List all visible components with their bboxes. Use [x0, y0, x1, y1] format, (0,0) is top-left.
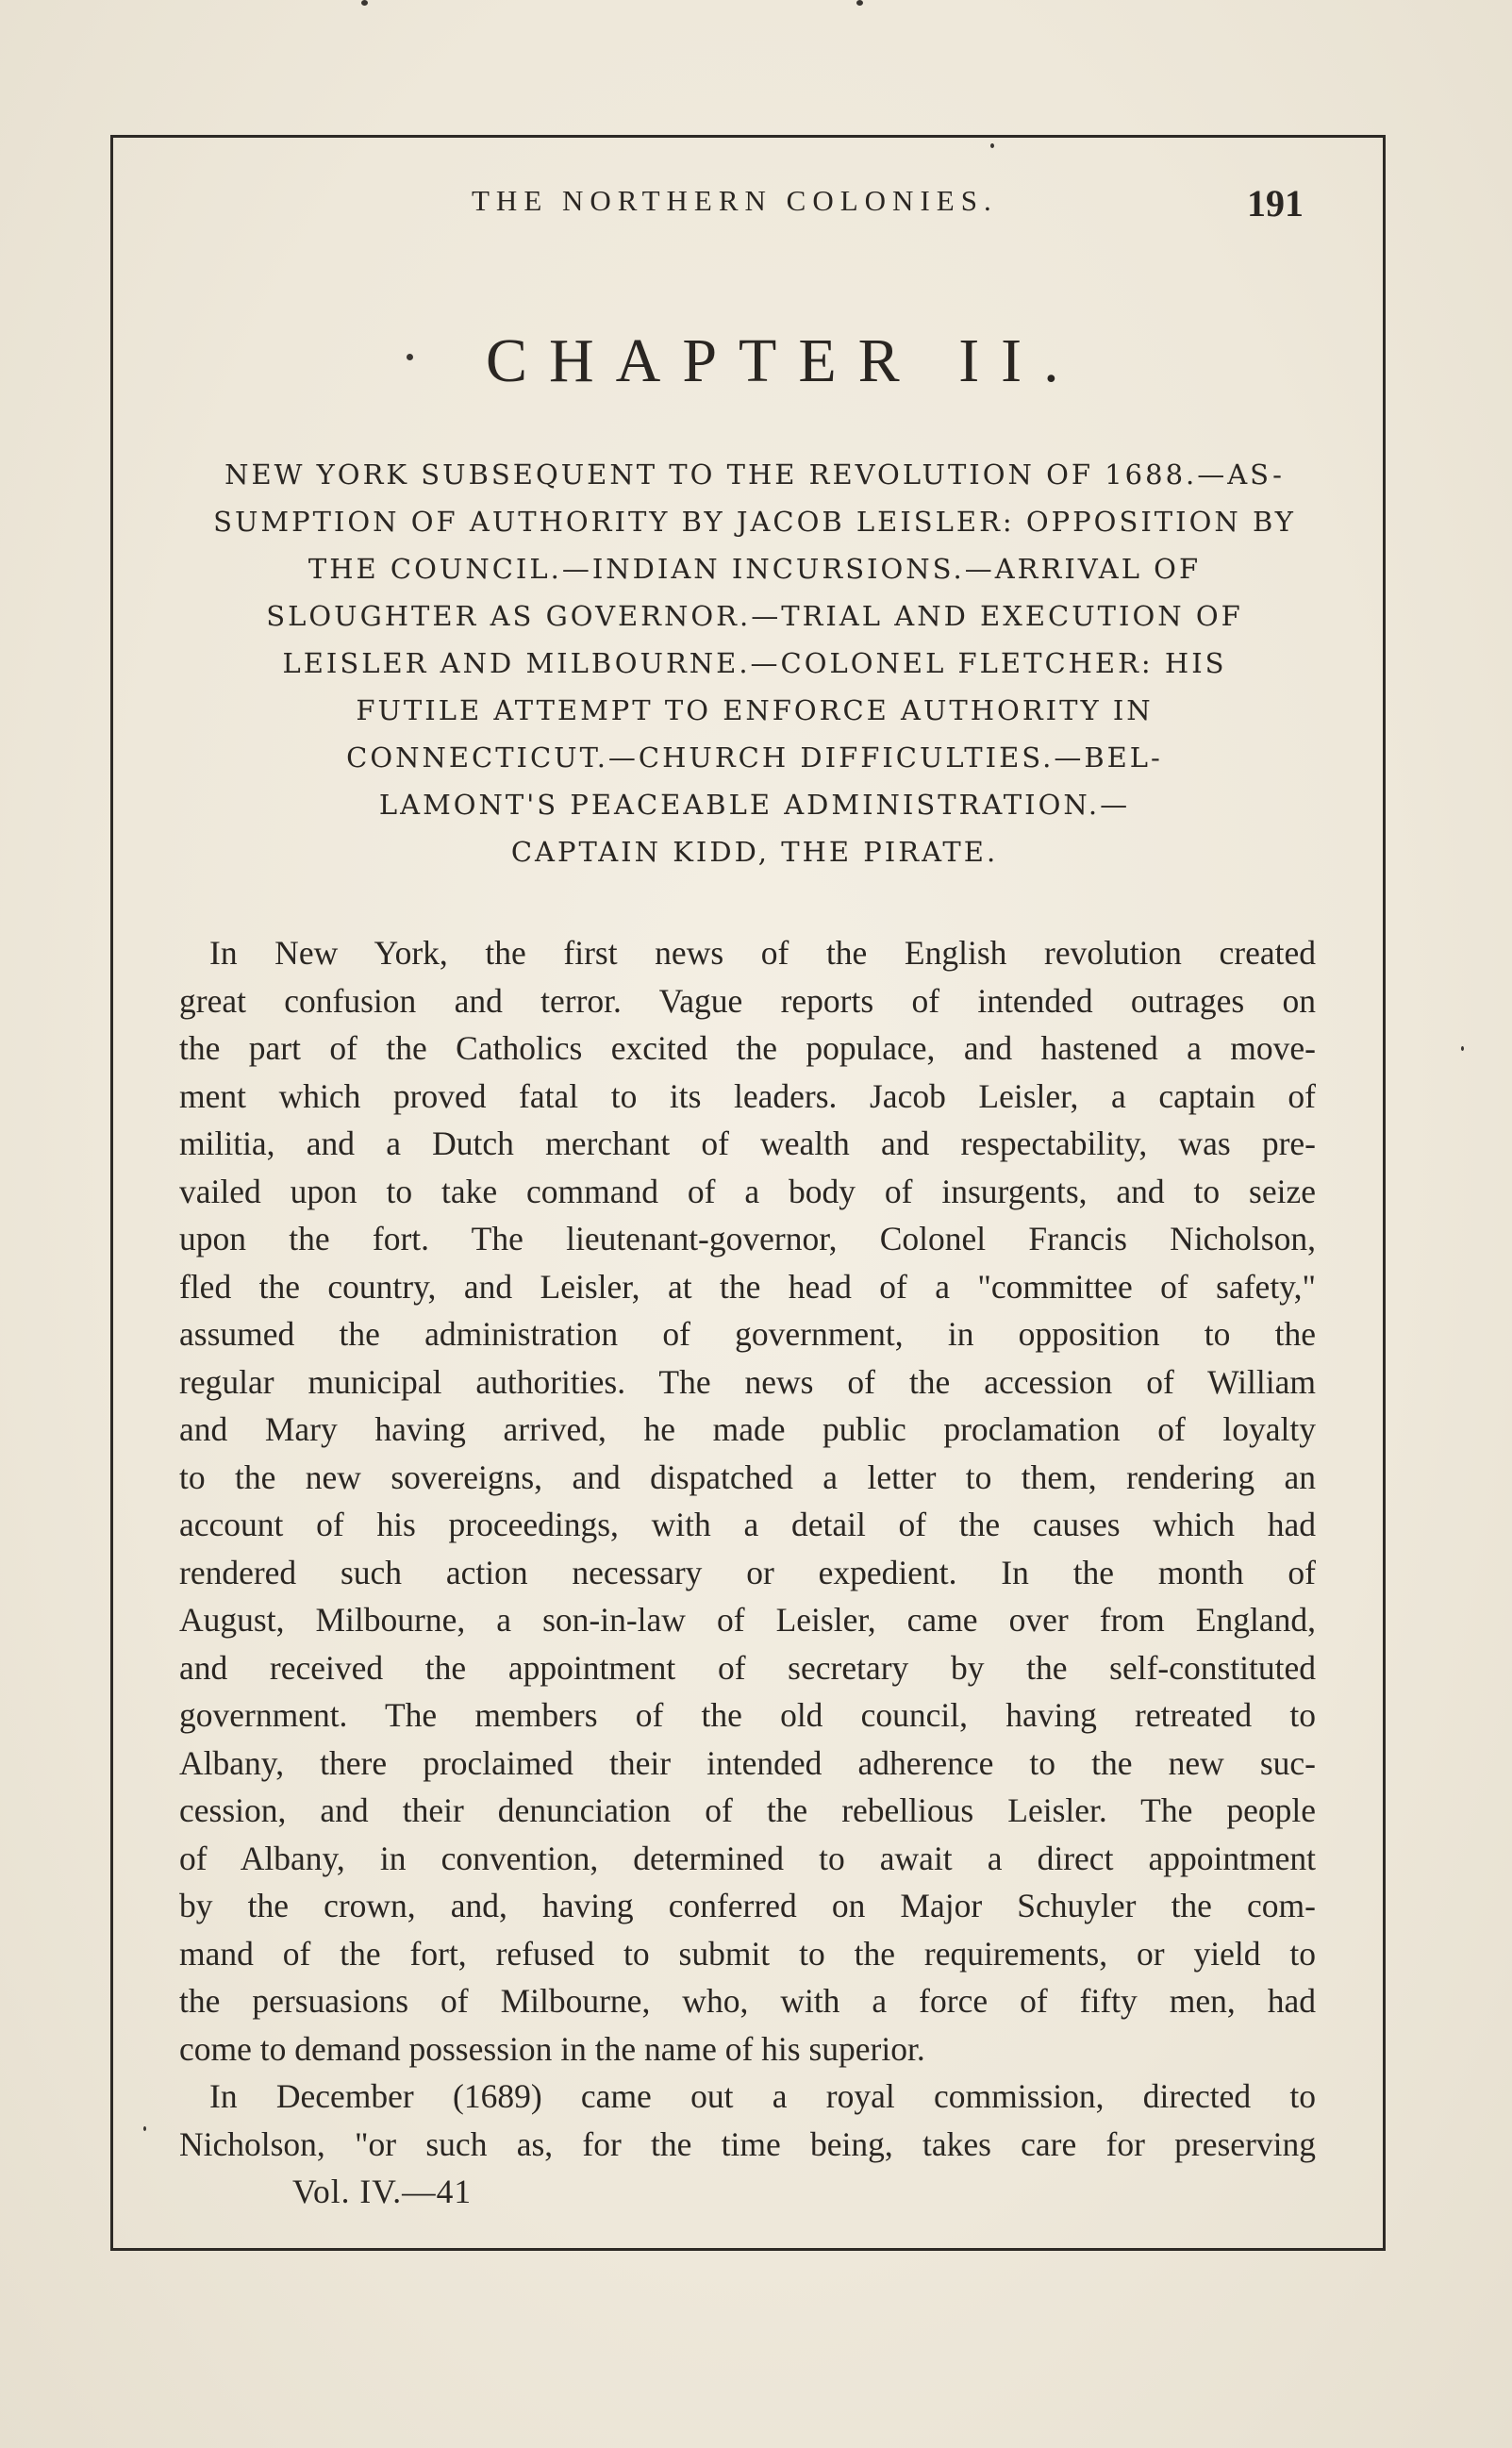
- summary-line: SUMPTION OF AUTHORITY BY JACOB LEISLER: OPPOSITION BY: [213, 506, 1296, 538]
- text-line: In New York, the first news of the English revolution created: [209, 934, 1316, 972]
- text-line: account of his proceedings, with a detail of the causes which had: [179, 1506, 1316, 1543]
- text-line: assumed the administration of government, in opposition to the: [179, 1315, 1316, 1353]
- text-line: and received the appointment of secretary by the self-constituted: [179, 1648, 1316, 1687]
- signature-mark: Vol. IV.—41: [292, 2173, 473, 2210]
- text-line: the part of the Catholics excited the populace, and hastened a move-: [179, 1029, 1316, 1067]
- ink-speck: [1461, 1046, 1464, 1051]
- text-line: militia, and a Dutch merchant of wealth and respectability, was pre-: [179, 1124, 1316, 1162]
- text-line: upon the fort. The lieutenant-governor, Colonel Francis Nicholson,: [179, 1220, 1316, 1257]
- page-number: 191: [1247, 182, 1304, 225]
- summary-line: LAMONT'S PEACEABLE ADMINISTRATION.—: [378, 789, 1131, 821]
- summary-line: NEW YORK SUBSEQUENT TO THE REVOLUTION OF 1688.—AS-: [224, 458, 1285, 491]
- summary-line: LEISLER AND MILBOURNE.—COLONEL FLETCHER: HIS: [282, 647, 1227, 679]
- running-title: THE NORTHERN COLONIES.: [472, 184, 998, 217]
- text-line: ment which proved fatal to its leaders. Jacob Leisler, a captain of: [179, 1076, 1316, 1115]
- text-line: by the crown, and, having conferred on Major Schuyler the com-: [179, 1887, 1316, 1924]
- text-line: vailed upon to take command of a body of insurgents, and to seize: [179, 1172, 1316, 1210]
- text-line: In December (1689) came out a royal commission, directed to: [209, 2077, 1316, 2115]
- text-line: fled the country, and Leisler, at the head of a "committee of safety,": [179, 1267, 1316, 1306]
- summary-line: CONNECTICUT.—CHURCH DIFFICULTIES.—BEL-: [346, 741, 1163, 774]
- text-line: great confusion and terror. Vague reports of intended outrages on: [179, 981, 1316, 1020]
- text-line: to the new sovereigns, and dispatched a letter to them, rendering an: [179, 1457, 1316, 1496]
- text-line: cession, and their denunciation of the rebellious Leisler. The people: [179, 1791, 1316, 1829]
- text-line: and Mary having arrived, he made public proclamation of loyalty: [179, 1410, 1316, 1448]
- summary-line: SLOUGHTER AS GOVERNOR.—TRIAL AND EXECUTION OF: [266, 600, 1243, 632]
- ink-speck: [856, 0, 863, 6]
- body-text: [179, 929, 1316, 2168]
- summary-line: CAPTAIN KIDD, THE PIRATE.: [510, 836, 999, 868]
- summary-line: THE COUNCIL.—INDIAN INCURSIONS.—ARRIVAL OF: [307, 553, 1202, 585]
- text-line: of Albany, in convention, determined to await a direct appointment: [179, 1839, 1316, 1877]
- ink-speck: [361, 0, 368, 6]
- text-line: come to demand possession in the name of his superior.: [179, 2029, 925, 2068]
- text-line: August, Milbourne, a son-in-law of Leisler, came over from England,: [179, 1601, 1316, 1639]
- text-line: Albany, there proclaimed their intended adherence to the new suc-: [179, 1743, 1316, 1782]
- summary-line: FUTILE ATTEMPT TO ENFORCE AUTHORITY IN: [356, 694, 1154, 726]
- text-line: Nicholson, "or such as, for the time being, takes care for preserving: [179, 2124, 1316, 2163]
- text-line: the persuasions of Milbourne, who, with a force of fifty men, had: [179, 1982, 1316, 2020]
- text-line: government. The members of the old council, having retreated to: [179, 1696, 1316, 1734]
- chapter-summary: [170, 451, 1339, 875]
- text-line: mand of the fort, refused to submit to the requirements, or yield to: [179, 1934, 1316, 1973]
- text-line: regular municipal authorities. The news of the accession of William: [179, 1362, 1316, 1401]
- text-line: rendered such action necessary or expedient. In the month of: [179, 1553, 1316, 1591]
- chapter-title: CHAPTER II.: [486, 326, 1081, 395]
